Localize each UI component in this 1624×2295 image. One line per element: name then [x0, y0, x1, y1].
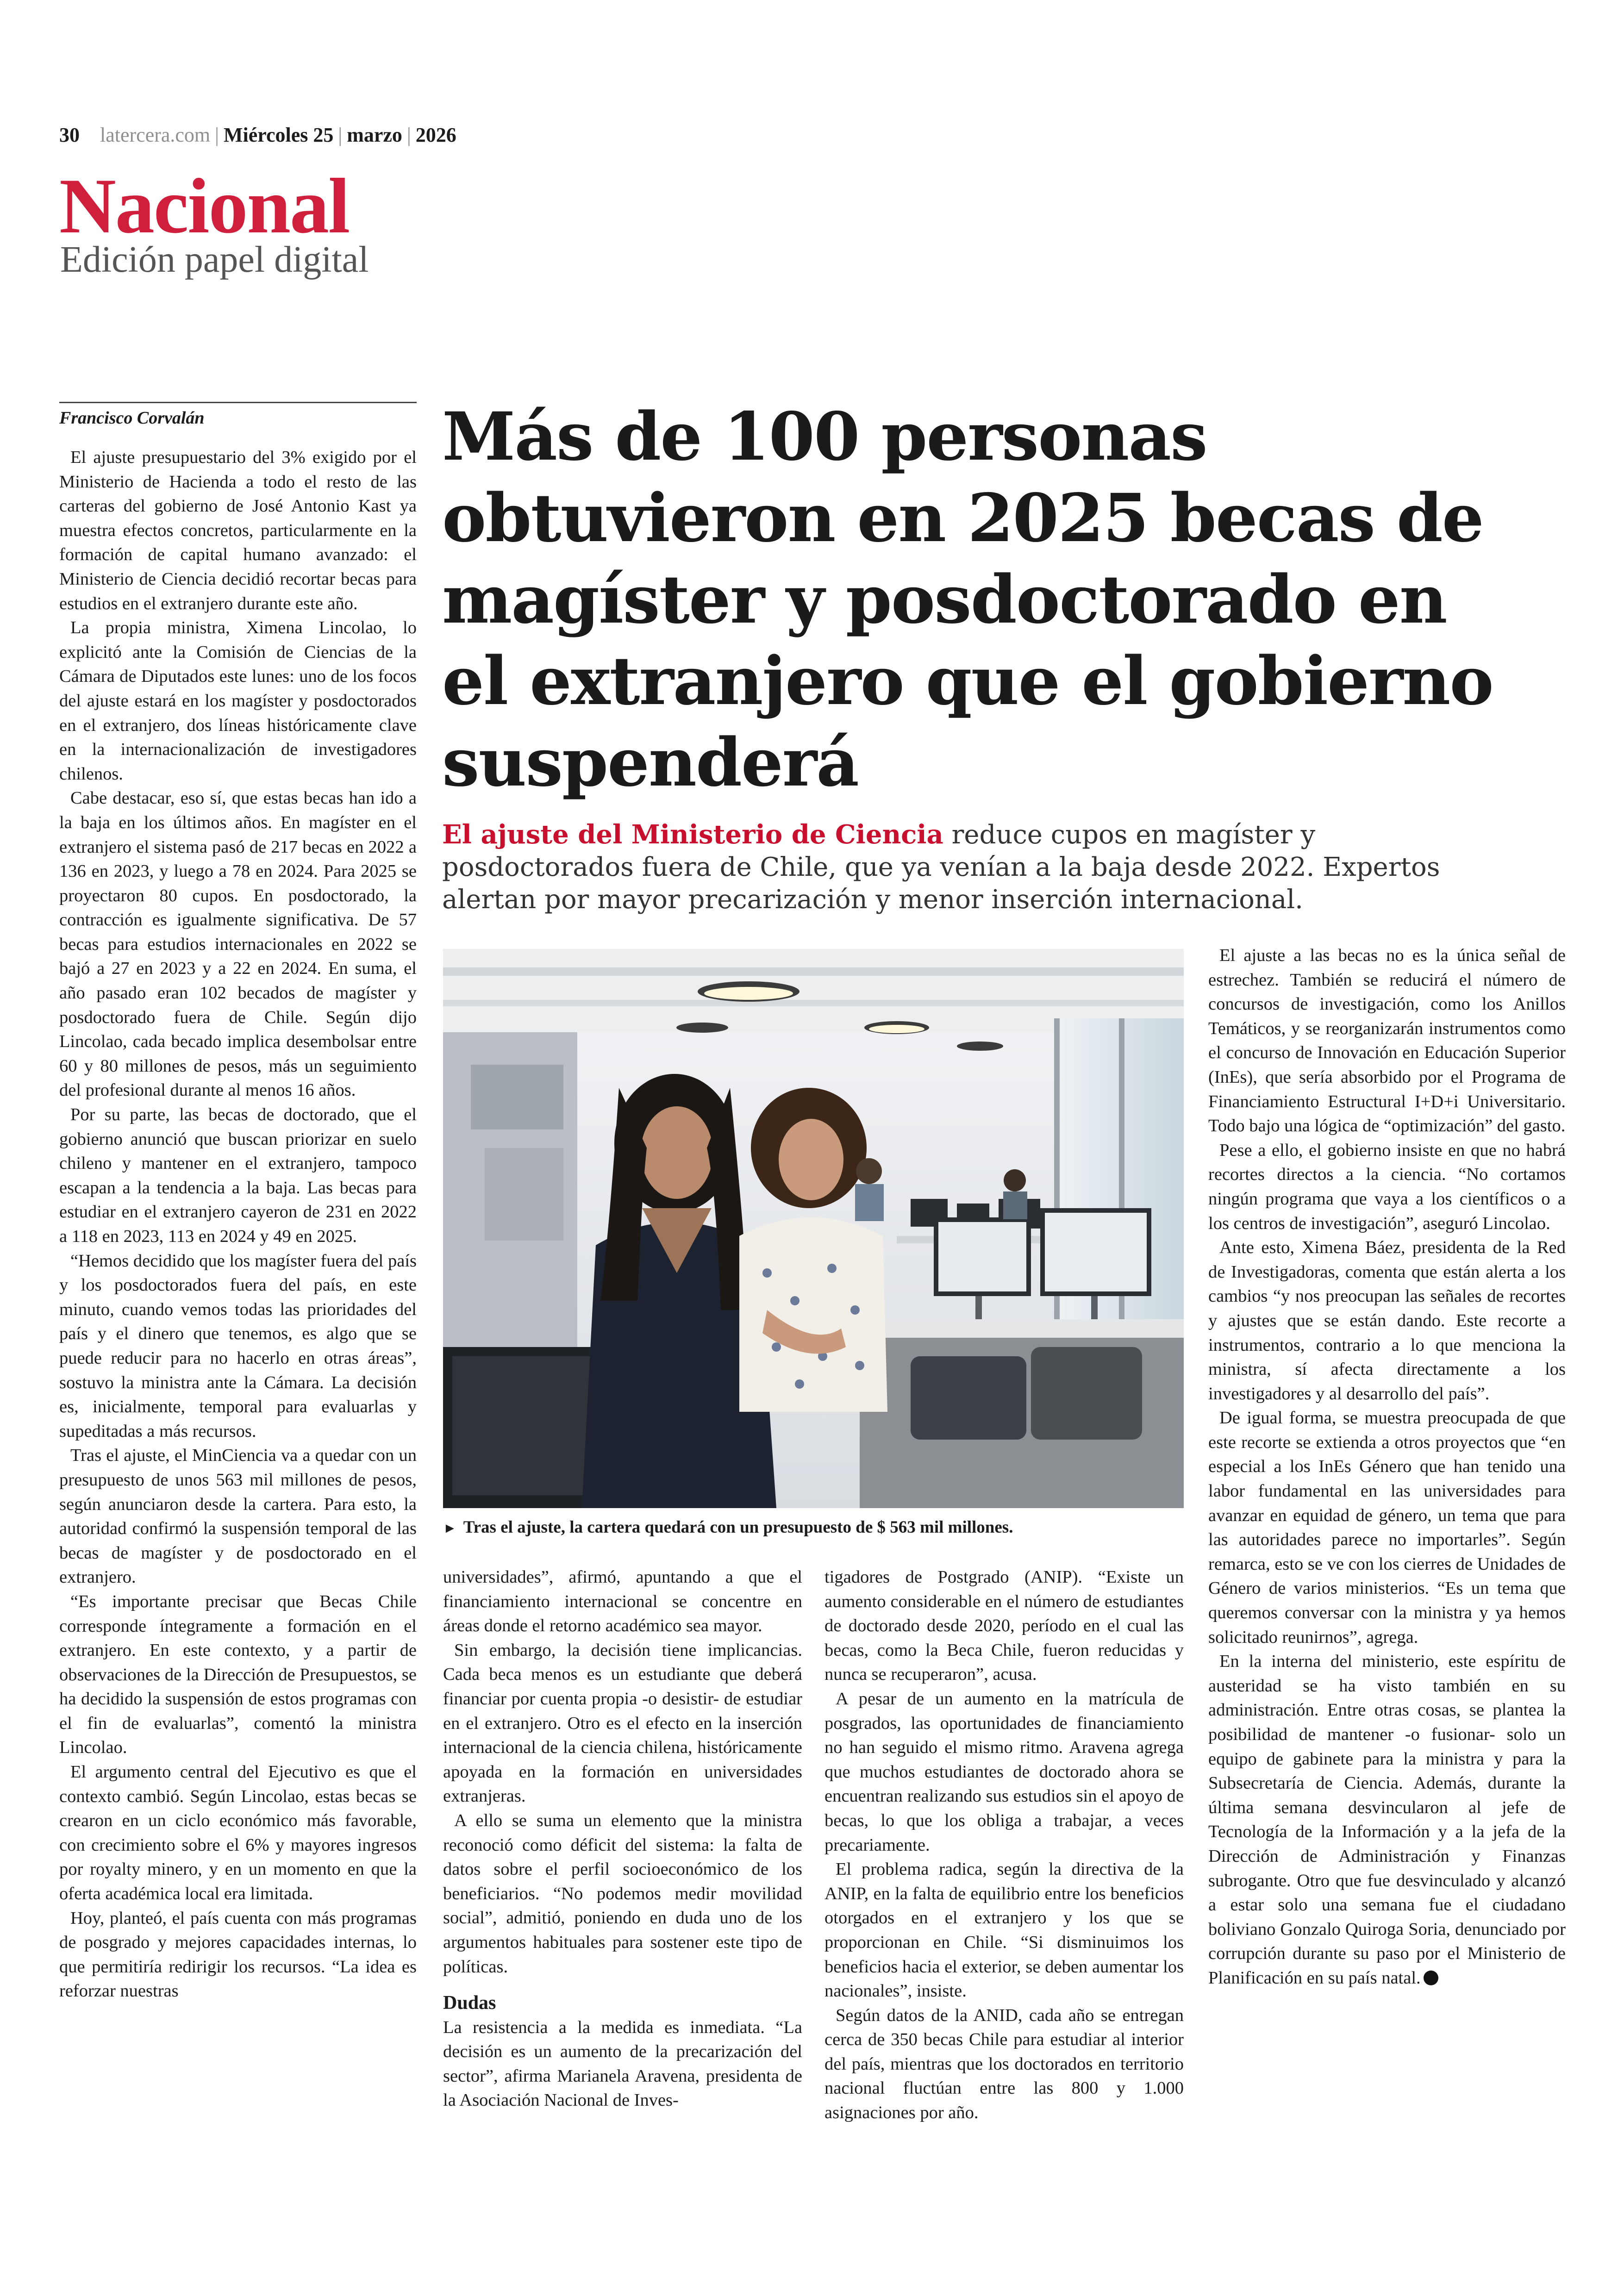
deck: [442, 818, 1474, 916]
paragraph: Por su parte, las becas de doctorado, que el gobierno anunció que buscan priorizar en suelo chileno y mantener en el extranjero, tampoco escapan a la tendencia a la baja. Las becas para estudiar en el extranjero cayeron de 231 en 2022 a 118 en 2023, 113 en 2024 y 49 en 2025.: [59, 1105, 417, 1246]
paragraph: El ajuste a las becas no es la única señal de estrechez. También se reducirá el número de concursos de investigación, como los Anillos Temáticos, y se reorganizarán instrumentos como el concurso de Innovación en Educación Superior (InEs), que sería absorbido por el Programa de Financiamiento Estructural I+D+i Universitario. Todo bajo una lógica de “optimización” del gasto.: [1208, 946, 1566, 1136]
paragraph: Pese a ello, el gobierno insiste en que no habrá recortes directos a la ciencia. “No cortamos ningún programa que vaya a los científicos o a los centros de investigación”, aseguró Lincolao.: [1208, 1140, 1566, 1233]
paragraph: “Hemos decidido que los magíster fuera del país y los posdoctorados fuera del país, en este minuto, cuando vemos todas las prioridades del país y el dinero que tenemos, es algo que se puede reducir para no hacerlo en otras áreas”, sostuvo la ministra ante la Cámara. La decisión es, inicialmente, temporal para evaluarlas y supeditadas a más recursos.: [59, 1251, 417, 1441]
subheading: Dudas: [443, 1992, 496, 2014]
section-title: Nacional: [59, 162, 350, 249]
paragraph: De igual forma, se muestra preocupada de que este recorte se extienda a otros proyectos que “en especial a los InEs Género que han tenido una labor fundamental en las universidades para avanzar en equidad de género, un tema que para las autoridades parece no importarles”. Según remarca, esto se ve con los cierres de Unidades de Género de varios ministerios. “Es un tema que queremos conversar con la ministra y ya hemos solicitado reunirnos”, agrega.: [1208, 1408, 1566, 1647]
paragraph: universidades”, afirmó, apuntando a que el financiamiento internacional se concentre en áreas donde el retorno académico sea mayor.: [443, 1567, 802, 1636]
article-column-1: [59, 445, 417, 2003]
paragraph: Sin embargo, la decisión tiene implicancias. Cada beca menos es un estudiante que deberá financiar por cuenta propia -o desistir- de estudiar en el extranjero. Otro es el efecto en la inserción internacional de la ciencia chilena, históricamente apoyada en la formación en universidades extranjeras.: [443, 1640, 802, 1806]
paragraph: En la interna del ministerio, este espíritu de austeridad se ha visto también en su administración. Entre otras cosas, se plantea la posibilidad de mantener -o fusionar- solo un equipo de gabinete para la ministra y para la Subsecretaría de Ciencia. Además, durante la última semana desvincularon al jefe de Tecnología de la Información y a la jefa de la Dirección de Administración y Finanzas subrogante. Otro que fue desvinculado y alcanzó a estar solo una semana fue el ciudadano boliviano Gonzalo Quiroga Soria, denunciado por corrupción durante su paso por el Ministerio de Planificación en su país natal.: [1208, 1652, 1566, 1988]
date-year: 2026: [415, 124, 456, 146]
page-number: 30: [59, 124, 80, 146]
site-name[interactable]: latercera.com: [100, 124, 211, 146]
paragraph: El argumento central del Ejecutivo es que el contexto cambió. Según Lincolao, estas becas se crearon en un ciclo económico más favorable, con crecimiento sobre el 6% y mayores ingresos por royalty minero, y en un momento en que la oferta académica local era limitada.: [59, 1762, 417, 1904]
paragraph: A pesar de un aumento en la matrícula de posgrados, las oportunidades de financiamiento no han seguido el mismo ritmo. Aravena agrega que muchos estudiantes de doctorado ahora se encuentran realizando sus estudios sin el apoyo de becas, lo que los obliga a trabajar, a veces precariamente.: [824, 1689, 1184, 1855]
paragraph: La propia ministra, Ximena Lincolao, lo explicitó ante la Comisión de Ciencias de la Cámara de Diputados este lunes: uno de los focos del ajuste estará en los magíster y posdoctorados en el extranjero, dos líneas históricamente clave en la internacionalización de investigadores chilenos.: [59, 618, 417, 784]
paragraph: Cabe destacar, eso sí, que estas becas han ido a la baja en los últimos años. En magíster en el extranjero el sistema pasó de 217 becas en 2022 a 136 en 2023, y luego a 78 en 2024. Para 2025 se proyectaron 80 cupos. En posdoctorado, la contracción es igualmente significativa. De 57 becas para estudios internacionales en 2022 se bajó a 27 en 2023 y a 22 en 2024. En suma, el año pasado eran 102 becados de magíster y posdoctorado fuera de Chile. Según dijo Lincolao, cada becado implica desembolsar entre 60 y 80 millones de pesos, más un seguimiento del profesional durante al menos 16 años.: [59, 788, 417, 1100]
article-photo: [443, 949, 1184, 1508]
paragraph: Ante esto, Ximena Báez, presidenta de la Red de Investigadoras, comenta que están alerta a los cambios “y nos preocupan las señales de recortes y ajustes que se están dando. Este recorte a instrumentos, contrario a lo que menciona la ministra, sí afecta directamente a los investigadores y al desarrollo del país”.: [1208, 1238, 1566, 1403]
date-month: marzo: [347, 124, 402, 146]
paragraph: El problema radica, según la directiva de la ANIP, en la falta de equilibrio entre los beneficios otorgados en el extranjero y los que se proporcionan en Chile. “Si disminuimos los beneficios hacia el exterior, se deben aumentar los nacionales”, insiste.: [824, 1859, 1184, 2001]
paragraph: Tras el ajuste, el MinCiencia va a quedar con un presupuesto de unos 563 mil millones de pesos, según anunciaron desde la cartera. Para esto, la autoridad confirmó la suspensión temporal de las becas de magíster y de posdoctorado en el extranjero.: [59, 1446, 417, 1587]
date-day: Miércoles 25: [223, 124, 334, 146]
office-photo-illustration: [443, 949, 1184, 1508]
paragraph: A ello se suma un elemento que la ministra reconoció como déficit del sistema: la falta de datos sobre el perfil socioeconómico de los beneficiarios. “No podemos medir movilidad social”, admitió, poniendo en duda uno de los argumentos habituales para sostener este tipo de políticas.: [443, 1810, 802, 1977]
paragraph: “Es importante precisar que Becas Chile corresponde íntegramente a formación en el extranjero. En este contexto, y a partir de observaciones de la Dirección de Presupuestos, se ha decidido la suspensión de estos programas con el fin de evaluarlas”, comentó la ministra Lincolao.: [59, 1591, 417, 1758]
article-column-4: [1208, 943, 1566, 1990]
filled-circle-icon: [1424, 1971, 1438, 1985]
article-column-2: [443, 1565, 802, 2113]
photo-caption: [443, 1516, 1184, 1540]
section-subtitle: Edición papel digital: [60, 239, 369, 280]
paragraph: tigadores de Postgrado (ANIP). “Existe un aumento considerable en el número de estudiantes de doctorado desde 2020, período en el cual las becas, como la Beca Chile, fueron reducidas y nunca se recuperaron”, acusa.: [824, 1567, 1184, 1684]
paragraph: Según datos de la ANID, cada año se entregan cerca de 350 becas Chile para estudiar al interior del país, mientras que los doctorados en territorio nacional fluctúan entre las 800 y 1.000 asignaciones por año.: [824, 2005, 1184, 2123]
separator: |: [406, 124, 411, 146]
deck-text: reduce cupos en magíster y posdoctorados fuera de Chile, que ya venían a la baja desde 2022. Expertos alertan por mayor precarización y menor inserción internacional.: [442, 820, 1440, 915]
headline: Más de 100 personas obtuvieron en 2025 becas de magíster y posdoctorado en el extranjero que el gobierno suspenderá: [442, 398, 1493, 801]
byline: Francisco Corvalán: [59, 402, 417, 429]
paragraph: El ajuste presupuestario del 3% exigido por el Ministerio de Hacienda a todo el resto de las carteras del gobierno de José Antonio Kast ya muestra efectos concretos, particularmente en la formación de capital humano avanzado: el Ministerio de Ciencia decidió recortar becas para estudios en el extranjero durante este año.: [59, 448, 417, 613]
paragraph: Hoy, planteó, el país cuenta con más programas de posgrado y mejores capacidades internas, lo que permitiría redirigir los recursos. “La idea es reforzar nuestras: [59, 1908, 417, 2001]
deck-lead: El ajuste del Ministerio de Ciencia: [442, 819, 943, 850]
article-column-3: [824, 1565, 1184, 2125]
paragraph: La resistencia a la medida es inmediata. “La decisión es un aumento de la precarización del sector”, afirma Marianela Aravena, presidenta de la Asociación Nacional de Inves-: [443, 2017, 802, 2110]
separator: |: [338, 124, 343, 146]
separator: |: [215, 124, 219, 146]
photo-caption-text: Tras el ajuste, la cartera quedará con un presupuesto de $ 563 mil millones.: [463, 1518, 1013, 1537]
triangle-right-icon: ►: [443, 1521, 457, 1536]
page-header: [59, 121, 456, 149]
